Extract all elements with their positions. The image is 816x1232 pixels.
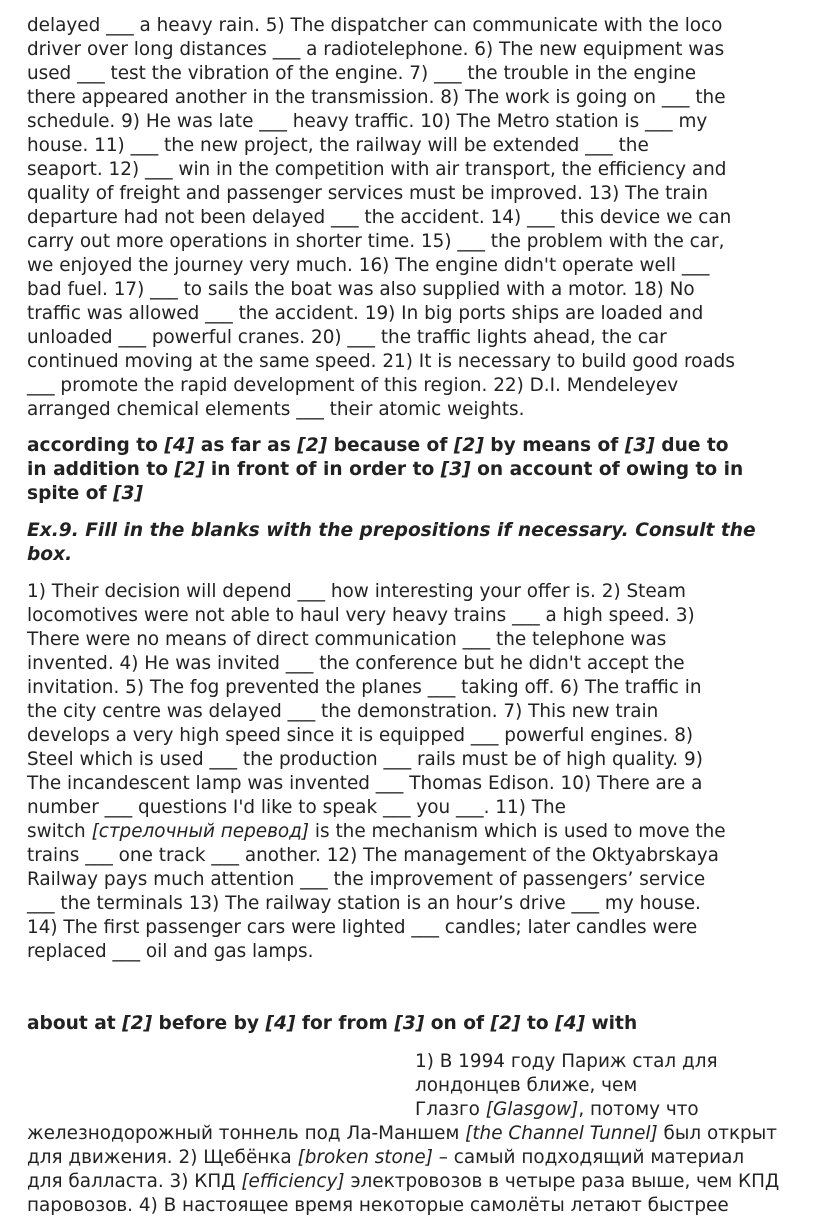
text-line: лондонцев ближе, чем	[415, 1075, 638, 1096]
text-span: is the mechanism which is used to move the	[309, 821, 726, 842]
box-term: about at	[27, 1013, 123, 1034]
text-line: seaport. 12) ___ win in the competition with air transport, the efficiency and	[27, 159, 727, 180]
box-line	[27, 482, 802, 506]
text-line: ___ promote the rapid development of this region. 22) D.I. Mendeleyev	[27, 375, 679, 396]
gloss: [стрелочный перевод]	[91, 821, 310, 842]
heading-line: box.	[27, 544, 73, 565]
box-term: spite of	[27, 483, 114, 504]
exercise-8-sentences	[27, 14, 802, 422]
text-line: Railway pays much attention ___ the improvement of passengers’ service	[27, 869, 706, 890]
box-term: by means of	[483, 435, 625, 456]
text-span: switch	[27, 821, 92, 842]
text-line: паровозов. 4) В настоящее время некоторые самолёты летают быстрее	[27, 1195, 729, 1216]
text-line: unloaded ___ powerful cranes. 20) ___ the traffic lights ahead, the car	[27, 327, 667, 348]
text-line: departure had not been delayed ___ the accident. 14) ___ this device we can	[27, 207, 732, 228]
text-line: house. 11) ___ the new project, the railway will be extended ___ the	[27, 135, 649, 156]
box-term: because of	[327, 435, 454, 456]
text-line: 1) Their decision will depend ___ how interesting your offer is. 2) Steam	[27, 581, 686, 602]
text-line: there appeared another in the transmission. 8) The work is going on ___ the	[27, 87, 726, 108]
box-count: [2]	[122, 1013, 153, 1034]
exercise-9-sentences	[27, 580, 802, 964]
box-term: according to	[27, 435, 165, 456]
box-count: [2]	[490, 1013, 521, 1034]
text-span: для балласта. 3) КПД	[27, 1171, 242, 1192]
text-line: replaced ___ oil and gas lamps.	[27, 941, 314, 962]
box-term: due to	[654, 435, 729, 456]
text-line: delayed ___ a heavy rain. 5) The dispatcher can communicate with the loco	[27, 15, 723, 36]
box-count: [3]	[624, 435, 655, 456]
exercise-9-heading	[27, 519, 802, 567]
box-term: to	[520, 1013, 556, 1034]
text-line: quality of freight and passenger services must be improved. 13) The train	[27, 183, 708, 204]
text-span: , потому что	[578, 1099, 699, 1120]
text-span: для движения. 2) Щебёнка	[27, 1147, 298, 1168]
text-line: used ___ test the vibration of the engine. 7) ___ the trouble in the engine	[27, 63, 697, 84]
box-line	[27, 458, 802, 482]
text-span: – самый подходящий материал	[432, 1147, 745, 1168]
text-line: schedule. 9) He was late ___ heavy traffic. 10) The Metro station is ___ my	[27, 111, 708, 132]
text-line: ___ the terminals 13) The railway station is an hour’s drive ___ my house.	[27, 893, 701, 914]
box-term: in front of in order to	[204, 459, 441, 480]
text-line: driver over long distances ___ a radiotelephone. 6) The new equipment was	[27, 39, 725, 60]
text-span: был открыт	[657, 1123, 777, 1144]
text-line	[27, 1170, 807, 1194]
text-line: The incandescent lamp was invented ___ Thomas Edison. 10) There are a	[27, 773, 703, 794]
text-line: invented. 4) He was invited ___ the conference but he didn't accept the	[27, 653, 685, 674]
heading-line: Ex.9. Fill in the blanks with the prepositions if necessary. Consult the	[27, 520, 756, 541]
box-term: before by	[152, 1013, 266, 1034]
text-span: электровозов в четыре раза выше, чем КПД	[344, 1171, 780, 1192]
text-line: number ___ questions I'd like to speak ___ you ___. 11) The	[27, 797, 566, 818]
box-count: [2]	[297, 435, 328, 456]
text-line: develops a very high speed since it is equipped ___ powerful engines. 8)	[27, 725, 694, 746]
box-line	[27, 1012, 802, 1036]
gloss: [the Channel Tunnel]	[465, 1123, 658, 1144]
box-count: [3]	[440, 459, 471, 480]
box-count: [4]	[555, 1013, 586, 1034]
box-count: [4]	[265, 1013, 296, 1034]
text-line: invitation. 5) The fog prevented the planes ___ taking off. 6) The traffic in	[27, 677, 702, 698]
box-count: [4]	[164, 435, 195, 456]
gloss: [efficiency]	[241, 1171, 345, 1192]
text-line: traffic was allowed ___ the accident. 19) In big ports ships are loaded and	[27, 303, 704, 324]
box-count: [2]	[174, 459, 205, 480]
box-term: in addition to	[27, 459, 175, 480]
exercise-10-russian-text	[27, 1050, 807, 1218]
preposition-box-2	[27, 1012, 802, 1036]
text-line: locomotives were not able to haul very heavy trains ___ a high speed. 3)	[27, 605, 695, 626]
box-term: on of	[424, 1013, 491, 1034]
box-count: [3]	[394, 1013, 425, 1034]
text-line: 1) В 1994 году Париж стал для	[415, 1051, 718, 1072]
text-line: 14) The first passenger cars were lighted ___ candles; later candles were	[27, 917, 698, 938]
text-line: bad fuel. 17) ___ to sails the boat was also supplied with a motor. 18) No	[27, 279, 695, 300]
text-line	[27, 820, 802, 844]
text-line: continued moving at the same speed. 21) It is necessary to build good roads	[27, 351, 735, 372]
text-line: Steel which is used ___ the production ___ rails must be of high quality. 9)	[27, 749, 703, 770]
text-line	[27, 1146, 807, 1170]
text-line: the city centre was delayed ___ the demonstration. 7) This new train	[27, 701, 659, 722]
box-term: as far as	[194, 435, 298, 456]
text-line	[27, 1098, 807, 1122]
gloss: [broken stone]	[297, 1147, 433, 1168]
text-line: arranged chemical elements ___ their atomic weights.	[27, 399, 525, 420]
text-line: trains ___ one track ___ another. 12) The management of the Oktyabrskaya	[27, 845, 719, 866]
text-line: we enjoyed the journey very much. 16) The engine didn't operate well ___	[27, 255, 710, 276]
box-term: on account of owing to in	[470, 459, 744, 480]
text-line: There were no means of direct communication ___ the telephone was	[27, 629, 667, 650]
box-term: for from	[295, 1013, 395, 1034]
gloss: [Glasgow]	[485, 1099, 579, 1120]
text-span: Глазго	[415, 1099, 486, 1120]
box-term: with	[585, 1013, 638, 1034]
text-line: carry out more operations in shorter time. 15) ___ the problem with the car,	[27, 231, 725, 252]
text-line	[27, 1122, 807, 1146]
box-count: [3]	[113, 483, 143, 504]
box-line	[27, 434, 802, 458]
box-count: [2]	[453, 435, 484, 456]
preposition-box-1	[27, 434, 802, 506]
text-span: железнодорожный тоннель под Ла-Маншем	[27, 1123, 466, 1144]
